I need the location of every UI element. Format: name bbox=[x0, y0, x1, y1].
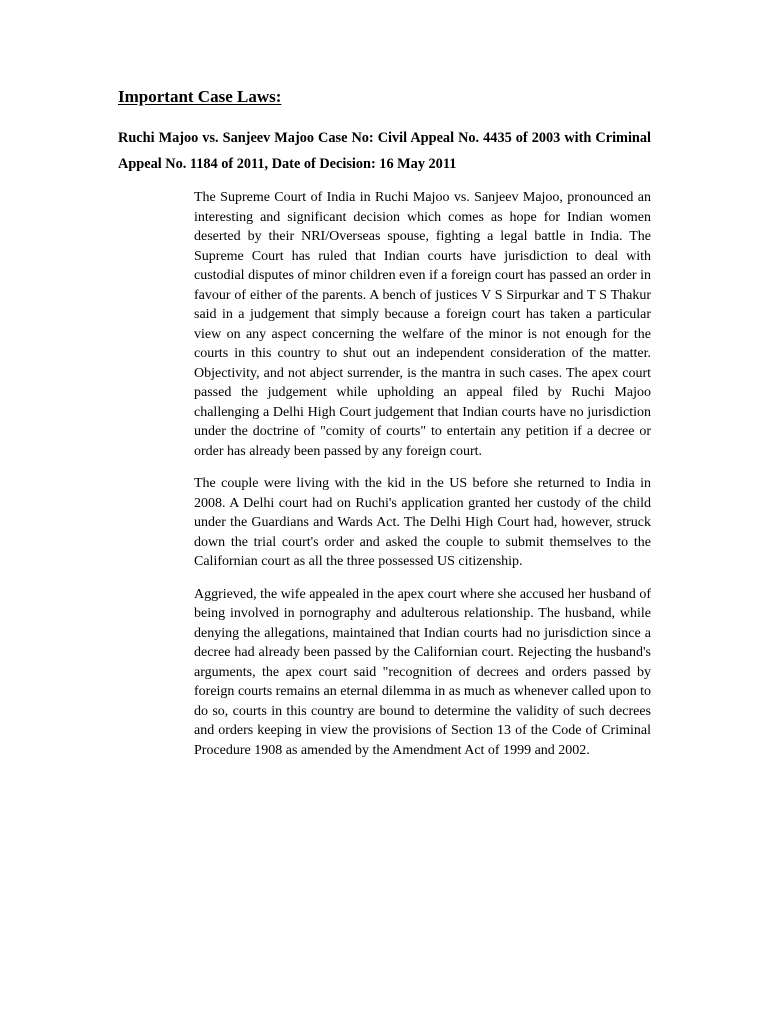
paragraph-1: The Supreme Court of India in Ruchi Majoo vs. Sanjeev Majoo, pronounced an interesting and significant decision which comes as hope for Indian women deserted by their NRI/Overseas spouse, fighting a legal battle in India. The Supreme Court has ruled that Indian courts have jurisdiction to deal with custodial disputes of minor children even if a foreign court has passed an order in favour of either of the parents. A bench of justices V S Sirpurkar and T S Thakur said in a judgement that simply because a foreign court has taken a particular view on any aspect concerning the welfare of the minor is not enough for the courts in this country to shut out an independent consideration of the matter. Objectivity, and not abject surrender, is the mantra in such cases. The apex court passed the judgement while upholding an appeal filed by Ruchi Majoo challenging a Delhi High Court judgement that Indian courts have no jurisdiction under the doctrine of "comity of courts" to entertain any petition if a decree or order has already been passed by any foreign court. bbox=[194, 190, 651, 459]
paragraph-2: The couple were living with the kid in the US before she returned to India in 2008. A Delhi court had on Ruchi's application granted her custody of the child under the Guardians and Wards Act. The Delhi High Court had, however, struck down the trial court's order and asked the couple to submit themselves to the Californian court as all the three possessed US citizenship. bbox=[194, 476, 651, 569]
case-title: Ruchi Majoo vs. Sanjeev Majoo Case No: Civil Appeal No. 4435 of 2003 with Criminal Appeal No. 1184 of 2011, Date of Decision: 16 May 2011 bbox=[118, 130, 651, 172]
paragraph-3: Aggrieved, the wife appealed in the apex court where she accused her husband of being involved in pornography and adulterous relationship. The husband, while denying the allegations, maintained that Indian courts had no jurisdiction since a decree had already been passed by the Californian court. Rejecting the husband's arguments, the apex court said "recognition of decrees and orders passed by foreign courts remains an eternal dilemma in as much as whenever called upon to do so, courts in this country are bound to determine the validity of such decrees and orders keeping in view the provisions of Section 13 of the Code of Criminal Procedure 1908 as amended by the Amendment Act of 1999 and 2002. bbox=[194, 586, 651, 758]
case-summary bbox=[194, 188, 651, 773]
section-heading: Important Case Laws: bbox=[118, 87, 282, 106]
